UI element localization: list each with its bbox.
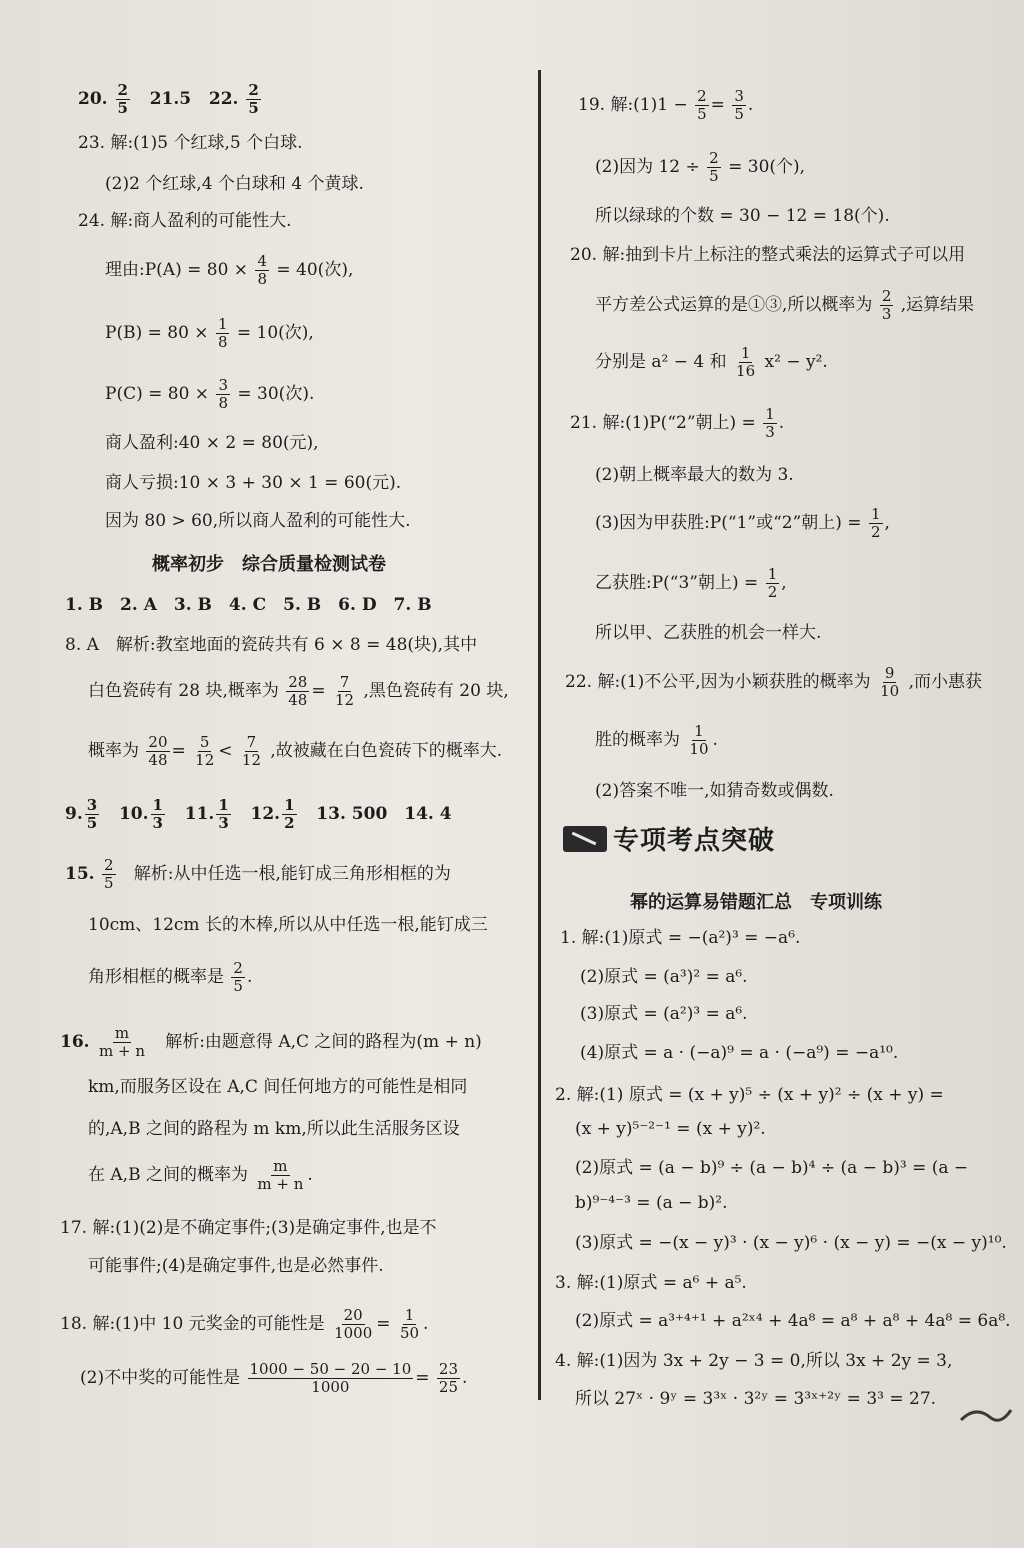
- q21-line1: 21. 解:(1)P(“2”朝上) = $\frac{1}{3}$ .: [570, 405, 785, 441]
- pencil-icon: [563, 826, 607, 852]
- q16-line1: 16. $\frac{m}{m + n}$ 解析:由题意得 A,C 之间的路程为(m + n): [60, 1024, 482, 1060]
- section-banner: [563, 820, 775, 857]
- q17-line1: 17. 解:(1)(2)是不确定事件;(3)是确定事件,也是不: [60, 1218, 437, 1238]
- q24-line1: 24. 解:商人盈利的可能性大.: [78, 211, 292, 231]
- q21-line5: 所以甲、乙获胜的机会一样大.: [595, 623, 822, 643]
- q21-line3: (3)因为甲获胜:P(“1”或“2”朝上) = $\frac{1}{2}$ ,: [595, 505, 890, 541]
- answer-line-20-22: 20. $\frac{2}{5}$ 21.5 22. $\frac{2}{5}$: [78, 81, 259, 117]
- q24-conclusion: 因为 80 > 60,所以商人盈利的可能性大.: [105, 511, 411, 531]
- p1-line1: 1. 解:(1)原式 = −(a²)³ = −a⁶.: [560, 928, 801, 948]
- q21-line4: 乙获胜:P(“3”朝上) = $\frac{1}{2}$ ,: [595, 565, 787, 601]
- p3-line1: 3. 解:(1)原式 = a⁶ + a⁵.: [555, 1273, 747, 1293]
- q8-line1: 8. A 解析:教室地面的瓷砖共有 6 × 8 = 48(块),其中: [65, 635, 478, 655]
- q15-line2: 10cm、12cm 长的木棒,所以从中任选一根,能钉成三: [88, 915, 488, 935]
- q21-line2: (2)朝上概率最大的数为 3.: [595, 465, 794, 485]
- q20-line3: 分别是 a² − 4 和 $\frac{1}{16}$ x² − y².: [595, 344, 828, 380]
- q22-line2: 胜的概率为 $\frac{1}{10}$ .: [595, 722, 718, 758]
- fraction: $\frac{2}{5}$: [248, 81, 259, 117]
- q19-line1: 19. 解:(1)1 − $\frac{2}{5}$ = $\frac{3}{5}$ .: [578, 87, 754, 123]
- q24-pc: P(C) = 80 × $\frac{3}{8}$ = 30(次).: [105, 376, 315, 412]
- q8-line2: 白色瓷砖有 28 块,概率为 $\frac{28}{48}$ = $\frac{7}{12}$ ,黑色瓷砖有 20 块,: [88, 673, 509, 709]
- q15-line3: 角形相框的概率是 $\frac{2}{5}$ .: [88, 959, 253, 995]
- q15-line1: 15. $\frac{2}{5}$ 解析:从中任选一根,能钉成三角形相框的为: [65, 856, 451, 892]
- p1-line3: (3)原式 = (a²)³ = a⁶.: [580, 1004, 748, 1024]
- q22-line1: 22. 解:(1)不公平,因为小颖获胜的概率为 $\frac{9}{10}$ ,而小惠获: [565, 664, 982, 700]
- p2-line4: b)⁹⁻⁴⁻³ = (a − b)².: [575, 1193, 728, 1213]
- p1-line2: (2)原式 = (a³)² = a⁶.: [580, 967, 748, 987]
- p2-line1: 2. 解:(1) 原式 = (x + y)⁵ ÷ (x + y)² ÷ (x + y) =: [555, 1085, 944, 1105]
- section-title: 概率初步 综合质量检测试卷: [152, 554, 386, 575]
- p1-line4: (4)原式 = a · (−a)⁹ = a · (−a⁹) = −a¹⁰.: [580, 1043, 899, 1063]
- q24-pb: P(B) = 80 × $\frac{1}{8}$ = 10(次),: [105, 315, 314, 351]
- q20-line1: 20. 解:抽到卡片上标注的整式乘法的运算式子可以用: [570, 245, 966, 265]
- q18-line2: (2)不中奖的可能性是 $\frac{1000 - 50 - 20 - 10}{1000}$ = $\frac{23}{25}$ .: [80, 1360, 468, 1396]
- p2-line5: (3)原式 = −(x − y)³ · (x − y)⁶ · (x − y) = −(x − y)¹⁰.: [575, 1233, 1007, 1253]
- p3-line2: (2)原式 = a³⁺⁴⁺¹ + a²ˣ⁴ + 4a⁸ = a⁸ + a⁸ + 4a⁸ = 6a⁸.: [575, 1311, 1011, 1331]
- subtitle: 幂的运算易错题汇总 专项训练: [630, 892, 882, 913]
- q17-line2: 可能事件;(4)是确定事件,也是必然事件.: [88, 1256, 384, 1276]
- q23-line1: 23. 解:(1)5 个红球,5 个白球.: [78, 133, 303, 153]
- p2-line2: (x + y)⁵⁻²⁻¹ = (x + y)².: [575, 1119, 766, 1139]
- answers-9-14: 9. $\frac{3}{5}$ 10. $\frac{1}{3}$ 11. $\frac{1}{3}$ 12. $\frac{1}{2}$ 13. 500 14. 4: [65, 796, 452, 832]
- q19-line2: (2)因为 12 ÷ $\frac{2}{5}$ = 30(个),: [595, 149, 806, 185]
- q16-line2: km,而服务区设在 A,C 间任何地方的可能性是相同: [88, 1077, 468, 1097]
- column-divider: [538, 70, 541, 1400]
- q16-line4: 在 A,B 之间的概率为 $\frac{m}{m + n}$ .: [88, 1157, 313, 1193]
- p2-line3: (2)原式 = (a − b)⁹ ÷ (a − b)⁴ ÷ (a − b)³ = (a −: [575, 1158, 969, 1178]
- q8-line3: 概率为 $\frac{20}{48}$ = $\frac{5}{12}$ < $\frac{7}{12}$ ,故被藏在白色瓷砖下的概率大.: [88, 733, 503, 769]
- q24-loss: 商人亏损:10 × 3 + 30 × 1 = 60(元).: [105, 473, 402, 493]
- fraction: $\frac{2}{5}$: [117, 81, 128, 117]
- q19-line3: 所以绿球的个数 = 30 − 12 = 18(个).: [595, 206, 890, 226]
- q22-line3: (2)答案不唯一,如猜奇数或偶数.: [595, 781, 834, 801]
- p4-line1: 4. 解:(1)因为 3x + 2y − 3 = 0,所以 3x + 2y = 3,: [555, 1351, 953, 1371]
- banner-title: 专项考点突破: [613, 826, 776, 856]
- mc-answers: 1. B 2. A 3. B 4. C 5. B 6. D 7. B: [65, 595, 432, 615]
- page-corner-decoration: [956, 1400, 1016, 1430]
- q18-line1: 18. 解:(1)中 10 元奖金的可能性是 $\frac{20}{1000}$ = $\frac{1}{50}$ .: [60, 1306, 429, 1342]
- q24-win: 商人盈利:40 × 2 = 80(元),: [105, 433, 319, 453]
- q24-pa: 理由:P(A) = 80 × $\frac{4}{8}$ = 40(次),: [105, 252, 354, 288]
- p4-line2: 所以 27ˣ · 9ʸ = 3³ˣ · 3²ʸ = 3³ˣ⁺²ʸ = 3³ = 27.: [575, 1389, 937, 1409]
- q23-line2: (2)2 个红球,4 个白球和 4 个黄球.: [105, 174, 364, 194]
- q16-line3: 的,A,B 之间的路程为 m km,所以此生活服务区设: [88, 1119, 460, 1139]
- q20-line2: 平方差公式运算的是①③,所以概率为 $\frac{2}{3}$ ,运算结果: [595, 287, 975, 323]
